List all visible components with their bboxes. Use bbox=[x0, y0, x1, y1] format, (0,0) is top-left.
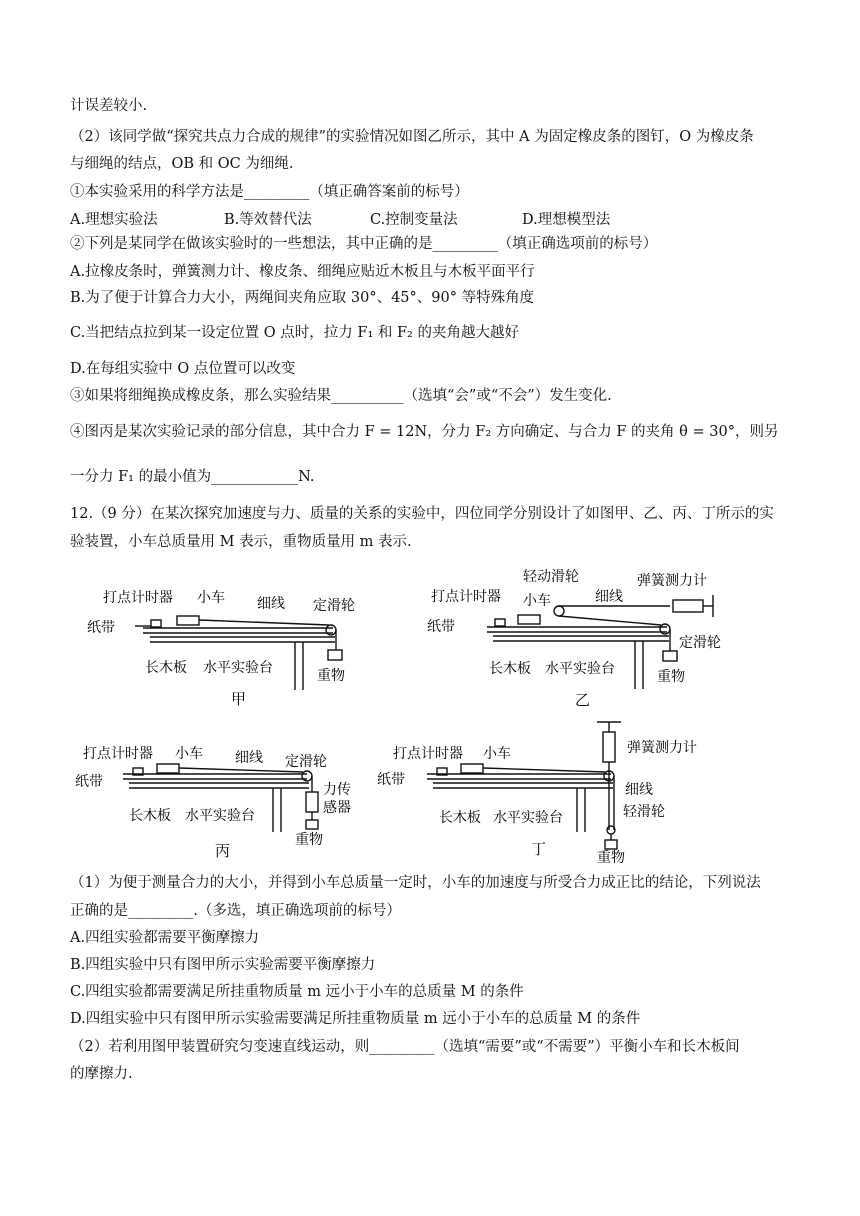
label-table: 水平实验台 bbox=[545, 661, 615, 677]
sub-question-12-1: （1）为便于测量合力的大小，并得到小车总质量一定时，小车的加速度与所受合力成正比的结论，下列说法 bbox=[70, 875, 761, 891]
label-car: 小车 bbox=[523, 593, 551, 609]
label-timer: 打点计时器 bbox=[431, 589, 501, 605]
question-2-intro: （2）该同学做“探究共点力合成的规律”的实验情况如图乙所示，其中 A 为固定橡皮条的图钉，O 为橡皮条 bbox=[70, 129, 754, 145]
caption-jia: 甲 bbox=[231, 690, 247, 708]
figure-bing bbox=[75, 740, 375, 865]
figure-yi bbox=[425, 565, 760, 715]
option-b: B.等效替代法 bbox=[224, 212, 312, 228]
choice-a: A.拉橡皮条时，弹簧测力计、橡皮条、细绳应贴近木板且与木板平面平行 bbox=[70, 264, 535, 280]
label-weight: 重物 bbox=[317, 668, 345, 684]
option-a: A.理想实验法 bbox=[70, 212, 158, 228]
choice-d: D.四组实验中只有图甲所示实验需要满足所挂重物质量 m 远小于小车的总质量 M 的条件 bbox=[70, 1011, 641, 1027]
choice-a: A.四组实验都需要平衡摩擦力 bbox=[70, 930, 260, 946]
text-line: 计误差较小. bbox=[70, 98, 148, 114]
label-thread: 细线 bbox=[257, 596, 285, 612]
label-tape: 纸带 bbox=[427, 619, 455, 635]
text-line: 与细绳的结点，OB 和 OC 为细绳. bbox=[70, 156, 294, 172]
label-board: 长木板 bbox=[129, 808, 171, 824]
label-table: 水平实验台 bbox=[203, 660, 273, 676]
label-thread: 细线 bbox=[235, 750, 263, 766]
figure-ding bbox=[375, 718, 735, 868]
label-tape: 纸带 bbox=[377, 772, 405, 788]
sub-question-1: ①本实验采用的科学方法是_________（填正确答案前的标号） bbox=[70, 184, 469, 200]
label-thread: 细线 bbox=[625, 782, 653, 798]
label-pulley: 定滑轮 bbox=[679, 635, 721, 651]
label-sensor-1: 力传 bbox=[323, 782, 351, 798]
text-line: 正确的是_________.（多选，填正确选项前的标号） bbox=[70, 903, 401, 919]
text-line: 验装置，小车总质量用 M 表示，重物质量用 m 表示. bbox=[70, 534, 412, 550]
label-table: 水平实验台 bbox=[185, 808, 255, 824]
choice-b: B.为了便于计算合力大小，两绳间夹角应取 30°、45°、90° 等特殊角度 bbox=[70, 290, 535, 306]
label-tape: 纸带 bbox=[87, 620, 115, 636]
sub-question-2: ②下列是某同学在做该实验时的一些想法，其中正确的是_________（填正确选项前的标号） bbox=[70, 236, 658, 252]
choice-b: B.四组实验中只有图甲所示实验需要平衡摩擦力 bbox=[70, 957, 376, 973]
sub-question-3: ③如果将细绳换成橡皮条，那么实验结果__________（选填“会”或“不会”）发生变化. bbox=[70, 388, 612, 404]
label-timer: 打点计时器 bbox=[83, 746, 153, 762]
question-12-intro: 12.（9 分）在某次探究加速度与力、质量的关系的实验中，四位同学分别设计了如图甲、乙、丙、丁所示的实 bbox=[70, 506, 774, 522]
label-timer: 打点计时器 bbox=[103, 590, 173, 606]
option-c: C.控制变量法 bbox=[370, 212, 458, 228]
caption-bing: 丙 bbox=[215, 842, 231, 860]
caption-ding: 丁 bbox=[531, 840, 547, 858]
sub-question-4: ④图丙是某次实验记录的部分信息，其中合力 F = 12N，分力 F₂ 方向确定、与合力 F 的夹角 θ = 30°，则另 bbox=[70, 424, 779, 440]
caption-yi: 乙 bbox=[575, 691, 591, 709]
label-timer: 打点计时器 bbox=[393, 746, 463, 762]
choice-c: C.四组实验都需要满足所挂重物质量 m 远小于小车的总质量 M 的条件 bbox=[70, 984, 524, 1000]
label-pulley: 定滑轮 bbox=[285, 754, 327, 770]
label-pulley: 定滑轮 bbox=[313, 598, 355, 614]
label-board: 长木板 bbox=[145, 660, 187, 676]
option-d: D.理想模型法 bbox=[522, 212, 611, 228]
choice-d: D.在每组实验中 O 点位置可以改变 bbox=[70, 361, 296, 377]
label-spring-scale: 弹簧测力计 bbox=[637, 573, 707, 589]
label-car: 小车 bbox=[175, 746, 203, 762]
sub-question-12-2: （2）若利用图甲装置研究匀变速直线运动，则_________（选填“需要”或“不需要”）平衡小车和长木板间 bbox=[70, 1039, 740, 1055]
text-line: 一分力 F₁ 的最小值为____________N. bbox=[70, 469, 315, 485]
label-board: 长木板 bbox=[439, 810, 481, 826]
label-movable-pulley: 轻动滑轮 bbox=[523, 569, 579, 585]
figure-jia bbox=[85, 580, 385, 715]
label-thread: 细线 bbox=[595, 589, 623, 605]
choice-c: C.当把结点拉到某一设定位置 O 点时，拉力 F₁ 和 F₂ 的夹角越大越好 bbox=[70, 325, 519, 341]
label-weight: 重物 bbox=[597, 850, 625, 866]
text-line: 的摩擦力. bbox=[70, 1066, 133, 1082]
label-light-pulley: 轻滑轮 bbox=[623, 804, 665, 820]
label-weight: 重物 bbox=[295, 832, 323, 848]
method-options bbox=[70, 208, 610, 229]
label-car: 小车 bbox=[197, 590, 225, 606]
label-tape: 纸带 bbox=[75, 774, 103, 790]
label-table: 水平实验台 bbox=[493, 810, 563, 826]
label-sensor-2: 感器 bbox=[323, 800, 351, 816]
label-board: 长木板 bbox=[489, 661, 531, 677]
label-weight: 重物 bbox=[657, 669, 685, 685]
label-car: 小车 bbox=[483, 746, 511, 762]
label-spring-scale: 弹簧测力计 bbox=[627, 740, 697, 756]
